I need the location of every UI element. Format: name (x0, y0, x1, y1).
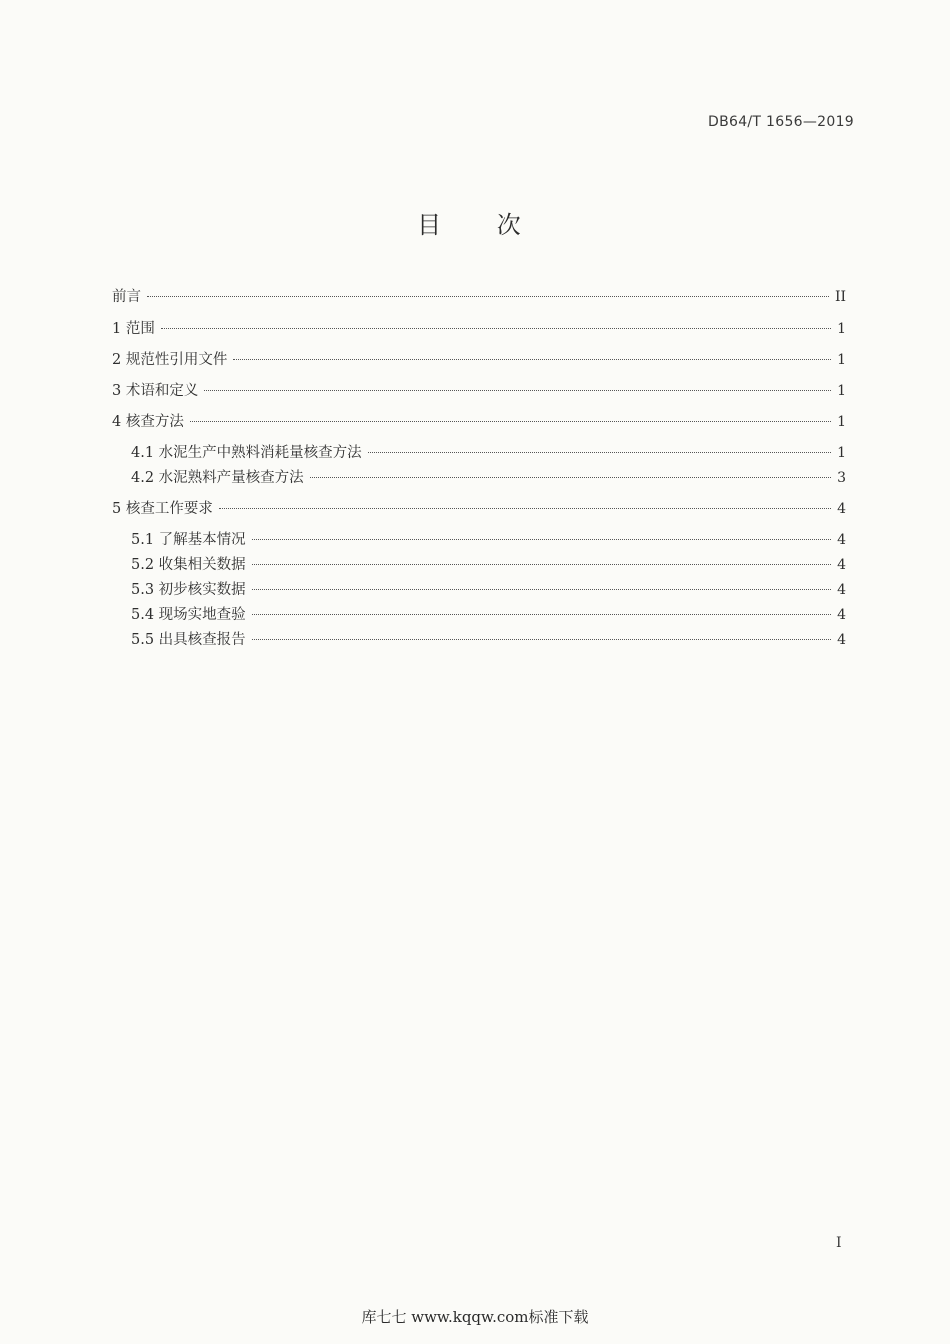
footer-watermark: 库七七 www.kqqw.com标准下载 (361, 1308, 589, 1326)
toc-leader-dots (368, 452, 831, 453)
toc-entry[interactable] (131, 580, 846, 600)
toc-entry[interactable] (112, 287, 846, 307)
toc-leader-dots (310, 477, 831, 478)
toc-entry-page: 3 (837, 470, 846, 486)
toc-entry-label: 5 核查工作要求 (112, 501, 213, 517)
toc-leader-dots (204, 390, 831, 391)
toc-entry-label: 5.3 初步核实数据 (131, 582, 246, 598)
toc-entry-page: 4 (837, 582, 846, 598)
toc-entry-label: 5.1 了解基本情况 (131, 532, 246, 548)
toc-entry[interactable] (131, 443, 846, 463)
toc-entry[interactable] (112, 350, 846, 370)
toc-entry-page: 4 (837, 632, 846, 648)
toc-leader-dots (252, 539, 831, 540)
toc-entry-page: 4 (837, 607, 846, 623)
toc-entry-label: 2 规范性引用文件 (112, 352, 228, 368)
toc-entry-label: 5.4 现场实地查验 (131, 607, 246, 623)
page-number: I (836, 1235, 842, 1251)
toc-entry[interactable] (112, 412, 846, 432)
toc-entry[interactable] (131, 530, 846, 550)
toc-entry-label: 5.5 出具核查报告 (131, 632, 246, 648)
toc-entry-label: 1 范围 (112, 321, 155, 337)
toc-entry-page: 1 (837, 383, 846, 399)
toc-entry-page: 4 (837, 557, 846, 573)
toc-entry-page: 1 (837, 445, 846, 461)
toc-entry-label: 前言 (112, 289, 141, 305)
toc-entry-page: 1 (837, 414, 846, 430)
toc-leader-dots (252, 639, 831, 640)
toc-title: 目 次 (417, 211, 545, 239)
toc-leader-dots (233, 359, 831, 360)
toc-leader-dots (252, 614, 831, 615)
toc-entry[interactable] (131, 468, 846, 488)
toc-entry-label: 4 核查方法 (112, 414, 184, 430)
toc-entry-label: 5.2 收集相关数据 (131, 557, 246, 573)
toc-leader-dots (219, 508, 831, 509)
toc-leader-dots (147, 296, 829, 297)
toc-entry[interactable] (112, 381, 846, 401)
toc-entry-label: 4.2 水泥熟料产量核查方法 (131, 470, 304, 486)
toc-entry[interactable] (131, 555, 846, 575)
toc-leader-dots (252, 589, 831, 590)
toc-leader-dots (252, 564, 831, 565)
toc-entry-page: II (834, 289, 846, 305)
toc-entry[interactable] (112, 319, 846, 339)
toc-leader-dots (161, 328, 831, 329)
toc-entry-label: 4.1 水泥生产中熟料消耗量核查方法 (131, 445, 362, 461)
toc-entry[interactable] (131, 630, 846, 650)
toc-entry-label: 3 术语和定义 (112, 383, 199, 399)
toc-entry[interactable] (112, 499, 846, 519)
toc-entry-page: 4 (837, 532, 846, 548)
toc-entry-page: 1 (837, 321, 846, 337)
toc-entry[interactable] (131, 605, 846, 625)
document-code: DB64/T 1656—2019 (708, 114, 854, 130)
toc-entry-page: 4 (837, 501, 846, 517)
toc-leader-dots (190, 421, 831, 422)
toc-entry-page: 1 (837, 352, 846, 368)
